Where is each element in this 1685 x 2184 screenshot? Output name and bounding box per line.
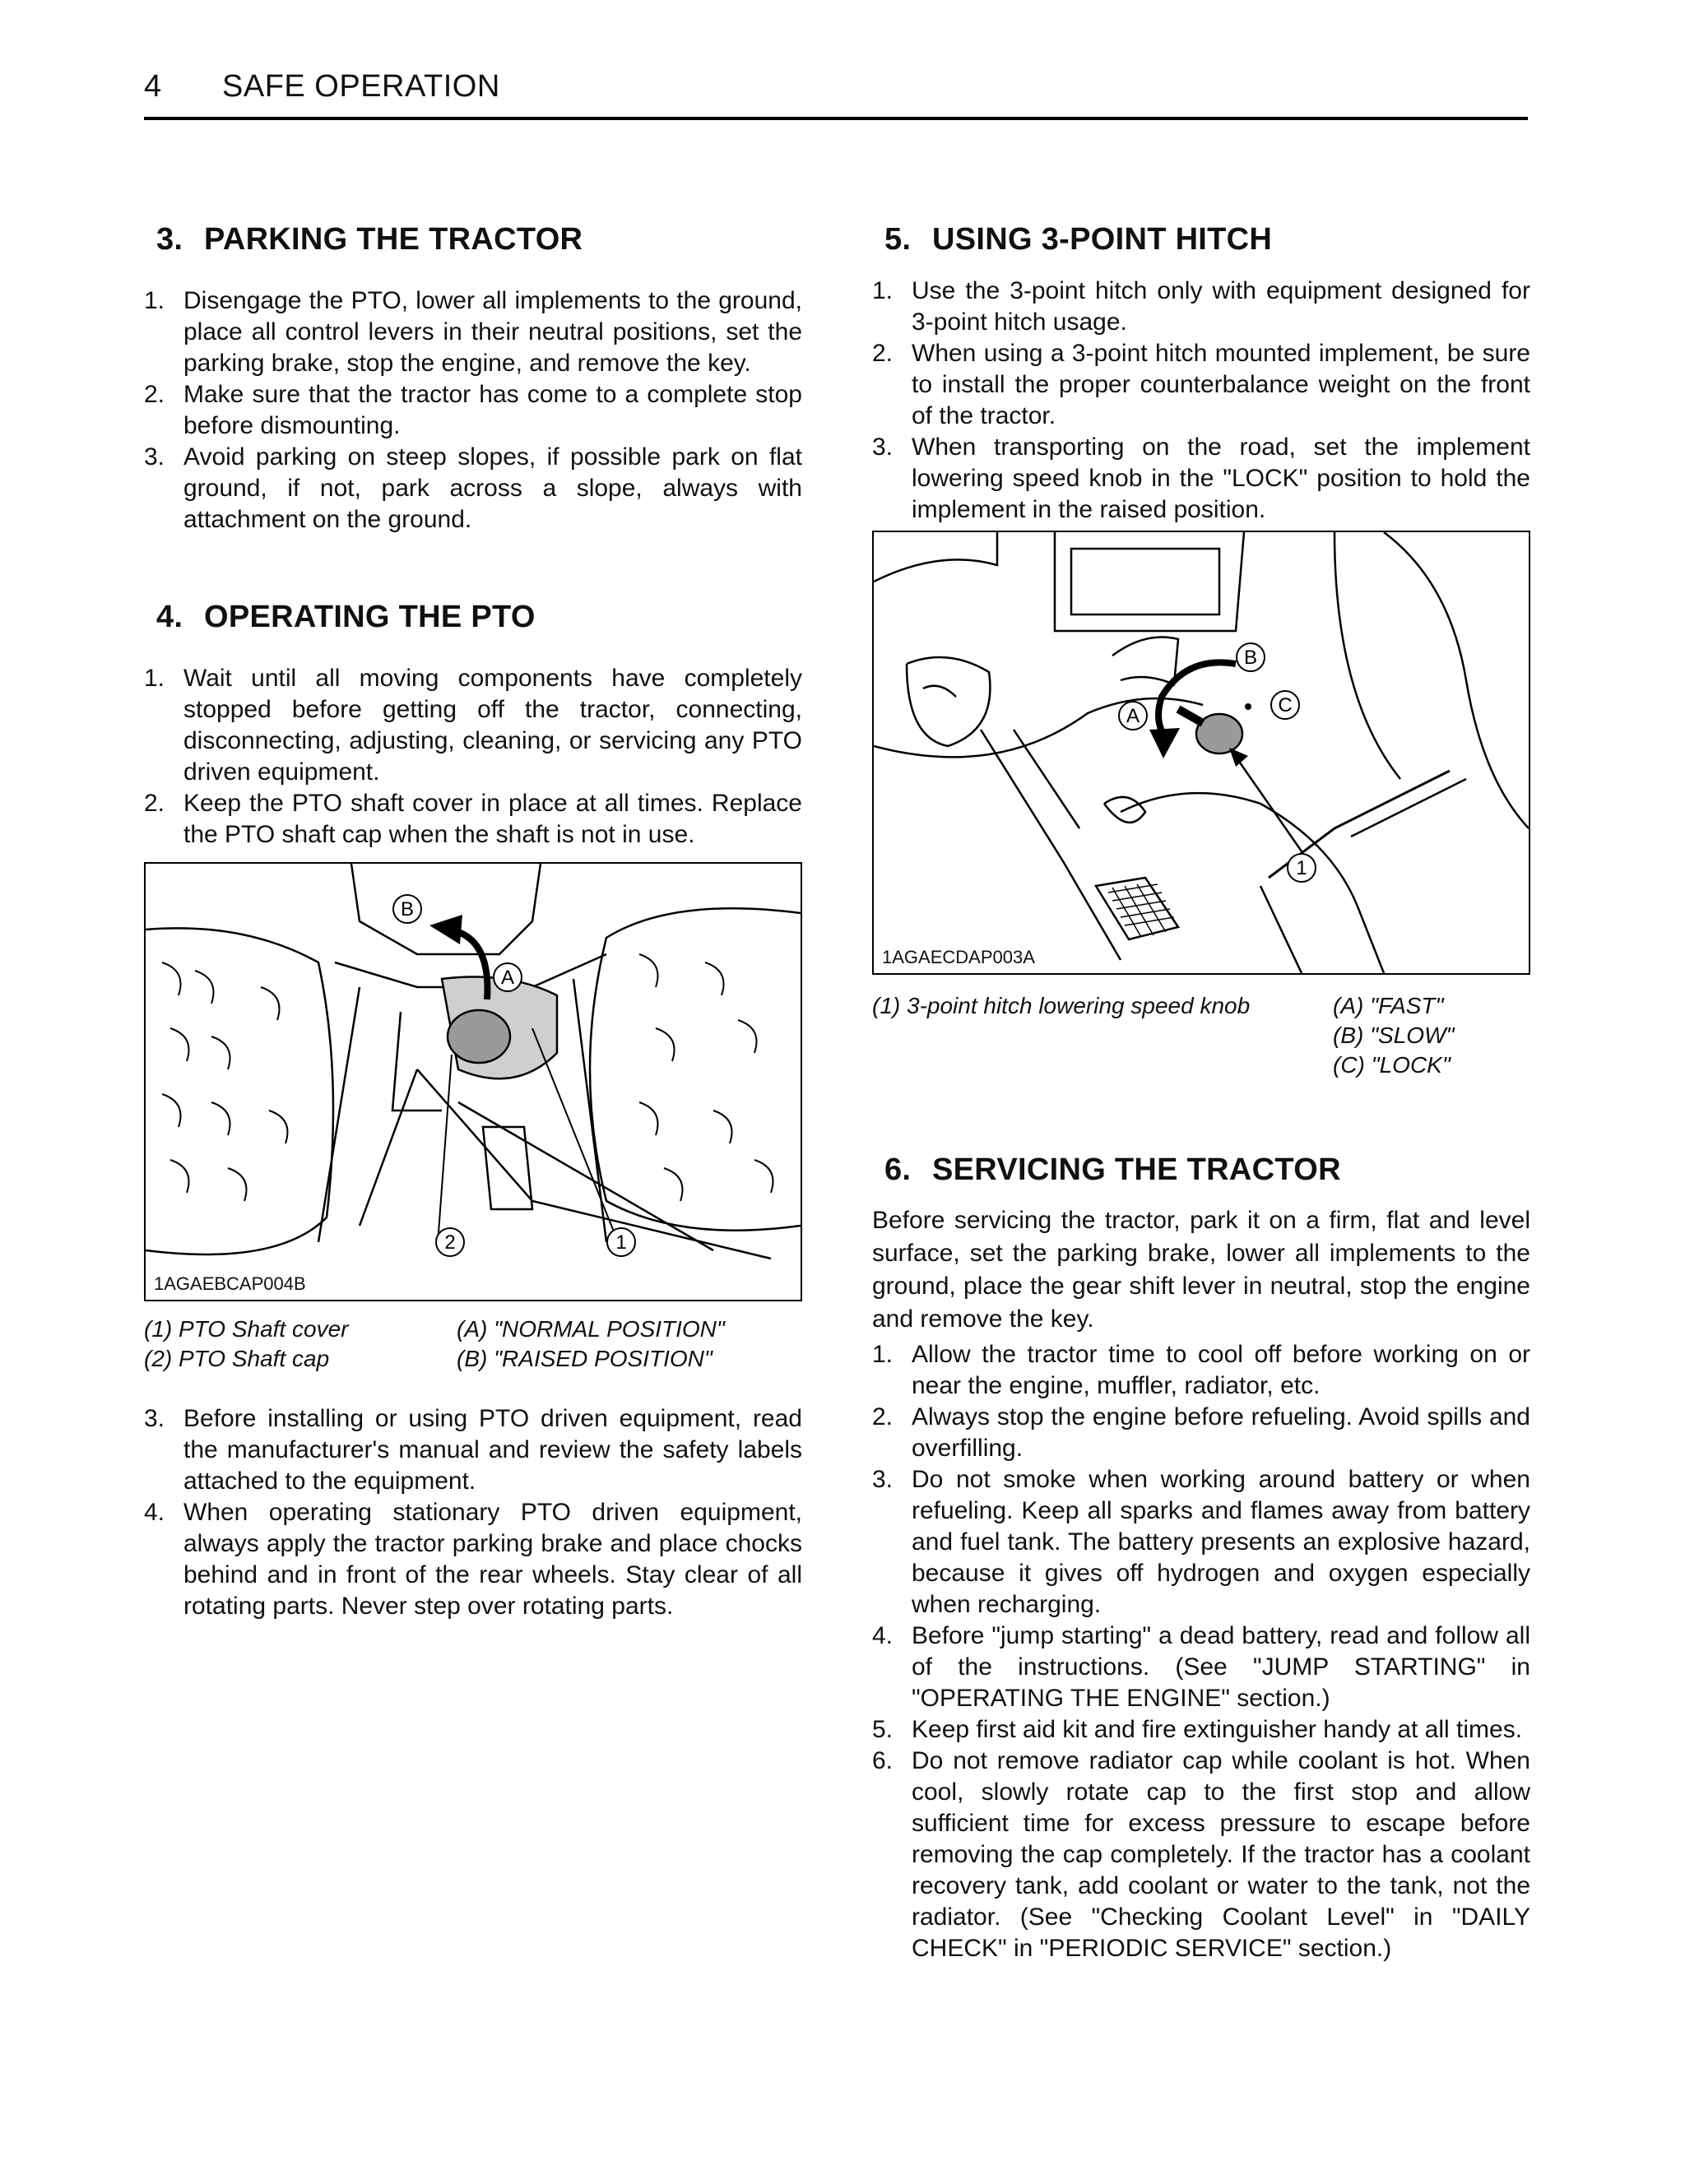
section-heading-parking: 3. PARKING THE TRACTOR xyxy=(156,222,583,257)
hitch-callout-a: A xyxy=(1126,705,1140,727)
caption-item: (B) "SLOW" xyxy=(1333,1022,1455,1048)
hitch-figure-caption xyxy=(872,991,1530,1080)
pto-callout-2: 2 xyxy=(444,1231,456,1254)
left-column xyxy=(144,222,802,1622)
list-item: 4. Before "jump starting" a dead battery, read and follow all of the instructions. (See "JUMP STARTING" in "OPERATING THE ENGINE" section.) xyxy=(872,1622,1530,1712)
pto-callout-a: A xyxy=(500,967,515,989)
pto-callout-1: 1 xyxy=(615,1231,627,1254)
section-heading-pto: 4. OPERATING THE PTO xyxy=(156,600,536,634)
page-title: SAFE OPERATION xyxy=(222,69,500,104)
pto-list xyxy=(144,663,802,851)
list-item: 2. Keep the PTO shaft cover in place at all times. Replace the PTO shaft cap when the shaft is not in use. xyxy=(144,790,802,848)
list-item: 1. Use the 3-point hitch only with equipment designed for 3-point hitch usage. xyxy=(872,277,1530,336)
parking-list xyxy=(144,285,802,536)
hitch-illustration xyxy=(872,531,1530,975)
list-item: 5. Keep first aid kit and fire extinguisher handy at all times. xyxy=(872,1716,1523,1743)
list-item: 3. Do not smoke when working around battery or when refueling. Keep all sparks and flames away from battery and fuel tank. The battery presents an explosive hazard, because it gives off hydrogen and oxygen especially when recharging. xyxy=(872,1466,1530,1618)
list-item: 2. Always stop the engine before refueling. Avoid spills and overfilling. xyxy=(872,1403,1530,1462)
section-heading-servicing: 6. SERVICING THE TRACTOR xyxy=(884,1152,1341,1187)
section-heading-hitch: 5. USING 3-POINT HITCH xyxy=(884,222,1273,257)
pto-list-continued xyxy=(144,1403,802,1622)
caption-item: (1) PTO Shaft cover xyxy=(144,1316,349,1342)
page-header xyxy=(144,67,1528,120)
figure-code: 1AGAEBCAP004B xyxy=(154,1273,306,1294)
caption-item: (B) "RAISED POSITION" xyxy=(457,1346,713,1371)
pto-figure-caption xyxy=(144,1315,802,1374)
list-item: 3. Before installing or using PTO driven equipment, read the manufacturer's manual and review the safety labels attached to the equipment. xyxy=(144,1405,802,1495)
list-item: 1. Wait until all moving components have completely stopped before getting off the tractor, connecting, disconnecting, adjusting, cleaning, or servicing any PTO driven equipment. xyxy=(144,665,802,786)
hitch-callout-1: 1 xyxy=(1296,857,1307,879)
caption-item: (1) 3-point hitch lowering speed knob xyxy=(872,993,1251,1018)
list-item: 1. Disengage the PTO, lower all implements to the ground, place all control levers in their neutral positions, set the parking brake, stop the engine, and remove the key. xyxy=(144,287,802,377)
list-item: 6. Do not remove radiator cap while coolant is hot. When cool, slowly rotate cap to the first stop and allow sufficient time for excess pressure to escape before removing the cap completely. If the tractor has a coolant recovery tank, add coolant or water to the tank, not the radiator. (See "Checking Coolant Level" in "DAILY CHECK" in "PERIODIC SERVICE" section.) xyxy=(872,1747,1530,1962)
caption-item: (A) "FAST" xyxy=(1333,993,1444,1018)
list-item: 2. When using a 3-point hitch mounted implement, be sure to install the proper counterbalance weight on the front of the tractor. xyxy=(872,340,1530,429)
hitch-list xyxy=(872,276,1530,526)
list-item: 1. Allow the tractor time to cool off before working on or near the engine, muffler, radiator, etc. xyxy=(872,1341,1530,1399)
right-column xyxy=(872,222,1530,1964)
pto-callout-b: B xyxy=(400,898,415,920)
list-item: 2. Make sure that the tractor has come to a complete stop before dismounting. xyxy=(144,381,802,439)
hitch-callout-c: C xyxy=(1278,694,1293,716)
list-item: 3. When transporting on the road, set the implement lowering speed knob in the "LOCK" position to hold the implement in the raised position. xyxy=(872,434,1530,523)
list-item: 3. Avoid parking on steep slopes, if possible park on flat ground, if not, park across a slope, always with attachment on the ground. xyxy=(144,443,802,533)
caption-item: (A) "NORMAL POSITION" xyxy=(457,1316,725,1342)
servicing-intro: Before servicing the tractor, park it on a firm, flat and level surface, set the parking brake, lower all implements to the ground, place the gear shift lever in neutral, stop the engine and remove the key. xyxy=(872,1207,1530,1333)
figure-code: 1AGAECDAP003A xyxy=(882,947,1035,967)
servicing-list xyxy=(872,1339,1530,1964)
page-number: 4 xyxy=(144,69,162,104)
caption-item: (C) "LOCK" xyxy=(1333,1052,1451,1078)
pto-line-drawing xyxy=(146,864,801,1300)
hitch-callout-b: B xyxy=(1243,647,1258,669)
caption-item: (2) PTO Shaft cap xyxy=(144,1346,330,1371)
list-item: 4. When operating stationary PTO driven equipment, always apply the tractor parking brake and place chocks behind and in front of the rear wheels. Stay clear of all rotating parts. Never step over rotating parts. xyxy=(144,1499,802,1620)
pto-illustration xyxy=(144,862,802,1301)
hitch-line-drawing xyxy=(874,532,1529,973)
